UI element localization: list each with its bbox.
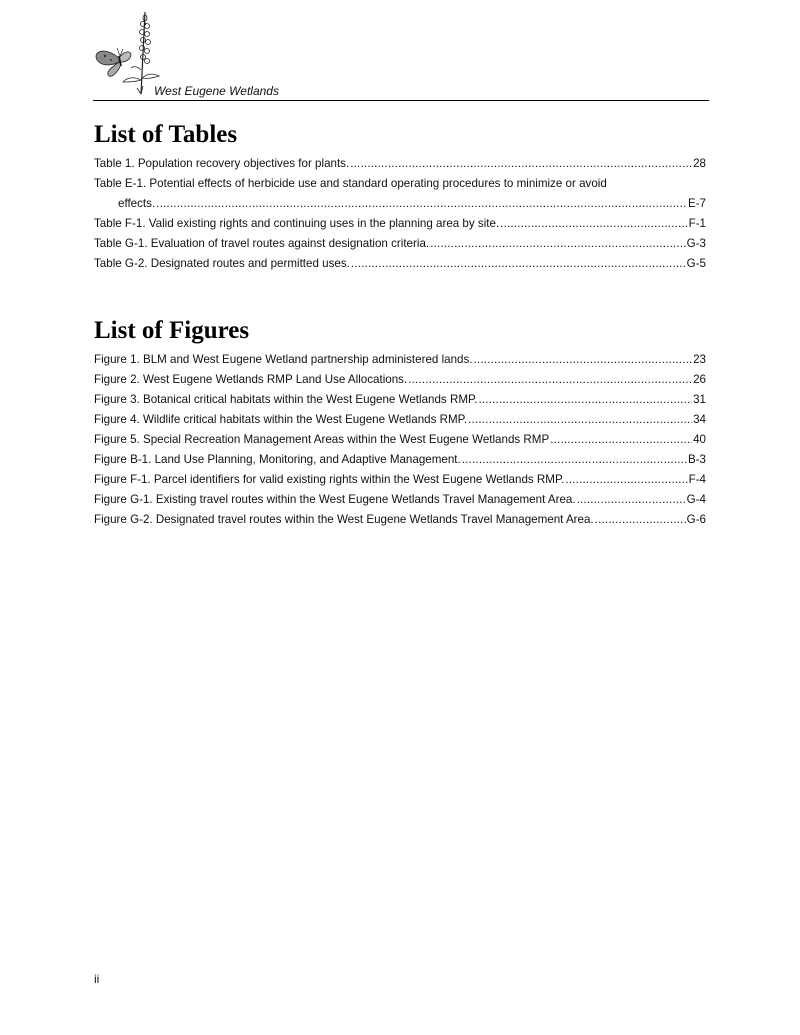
toc-content <box>94 120 706 530</box>
toc-entry[interactable] <box>94 430 706 450</box>
toc-entry[interactable] <box>94 490 706 510</box>
header-rule <box>93 100 709 101</box>
entry-label: Figure 2. West Eugene Wetlands RMP Land Use Allocations. <box>94 373 408 386</box>
dot-leader <box>474 350 693 370</box>
page-number: ii <box>94 972 100 986</box>
dot-leader <box>350 154 692 174</box>
entry-label: Table 1. Population recovery objectives for plants. <box>94 157 350 170</box>
toc-entry[interactable] <box>94 470 706 490</box>
entry-label: Figure F-1. Parcel identifiers for valid existing rights within the West Eugene Wetlands RMP. <box>94 473 565 486</box>
entry-label: Figure B-1. Land Use Planning, Monitoring, and Adaptive Management. <box>94 453 461 466</box>
entry-label: Figure G-1. Existing travel routes within the West Eugene Wetlands Travel Management Area. <box>94 493 576 506</box>
dot-leader <box>430 234 686 254</box>
entry-label: Figure G-2. Designated travel routes within the West Eugene Wetlands Travel Management Area. <box>94 513 594 526</box>
entry-label: Table G-2. Designated routes and permitted uses. <box>94 257 350 270</box>
entry-page: 31 <box>693 393 706 406</box>
entry-page: F-4 <box>688 473 706 486</box>
dot-leader <box>462 450 687 470</box>
entry-page: F-1 <box>688 217 706 230</box>
entry-label: Figure 5. Special Recreation Management Areas within the West Eugene Wetlands RMP <box>94 433 550 446</box>
entry-label: Table G-1. Evaluation of travel routes against designation criteria. <box>94 237 430 250</box>
section-spacer <box>94 274 706 316</box>
dot-leader <box>468 410 692 430</box>
entry-page: G-3 <box>686 237 706 250</box>
dot-leader <box>156 194 687 214</box>
page-header <box>93 8 709 102</box>
toc-entry[interactable] <box>94 390 706 410</box>
entry-page: 28 <box>693 157 706 170</box>
entry-page: 26 <box>693 373 706 386</box>
entry-label: Table F-1. Valid existing rights and continuing uses in the planning area by site. <box>94 217 500 230</box>
tables-list <box>94 154 706 274</box>
entry-label: Figure 3. Botanical critical habitats within the West Eugene Wetlands RMP. <box>94 393 478 406</box>
toc-entry[interactable] <box>94 214 706 234</box>
entry-label: Figure 4. Wildlife critical habitats within the West Eugene Wetlands RMP. <box>94 413 468 426</box>
toc-entry[interactable] <box>94 174 706 214</box>
dot-leader <box>577 490 686 510</box>
dot-leader <box>565 470 687 490</box>
entry-page: 23 <box>693 353 706 366</box>
dot-leader <box>478 390 692 410</box>
toc-entry[interactable] <box>94 410 706 430</box>
entry-page: G-4 <box>686 493 706 506</box>
entry-page: B-3 <box>687 453 706 466</box>
toc-entry[interactable] <box>94 370 706 390</box>
toc-entry[interactable] <box>94 510 706 530</box>
entry-label: Table E-1. Potential effects of herbicide use and standard operating procedures to minimize or avoid <box>94 177 607 190</box>
entry-page: G-6 <box>686 513 706 526</box>
dot-leader <box>595 510 686 530</box>
dot-leader <box>408 370 692 390</box>
entry-label-continued: effects. <box>118 197 156 210</box>
list-of-tables-heading: List of Tables <box>94 121 238 148</box>
entry-label: Figure 1. BLM and West Eugene Wetland partnership administered lands. <box>94 353 473 366</box>
toc-entry[interactable] <box>94 234 706 254</box>
dot-leader <box>550 430 692 450</box>
entry-page: 34 <box>693 413 706 426</box>
toc-entry[interactable] <box>94 154 706 174</box>
entry-page: G-5 <box>686 257 706 270</box>
list-of-figures-heading: List of Figures <box>94 317 250 344</box>
dot-leader <box>351 254 686 274</box>
figures-list <box>94 350 706 530</box>
running-title: West Eugene Wetlands <box>154 84 279 98</box>
entry-page: E-7 <box>687 197 706 210</box>
entry-page: 40 <box>693 433 706 446</box>
toc-entry[interactable] <box>94 254 706 274</box>
toc-entry[interactable] <box>94 350 706 370</box>
dot-leader <box>500 214 687 234</box>
toc-entry[interactable] <box>94 450 706 470</box>
